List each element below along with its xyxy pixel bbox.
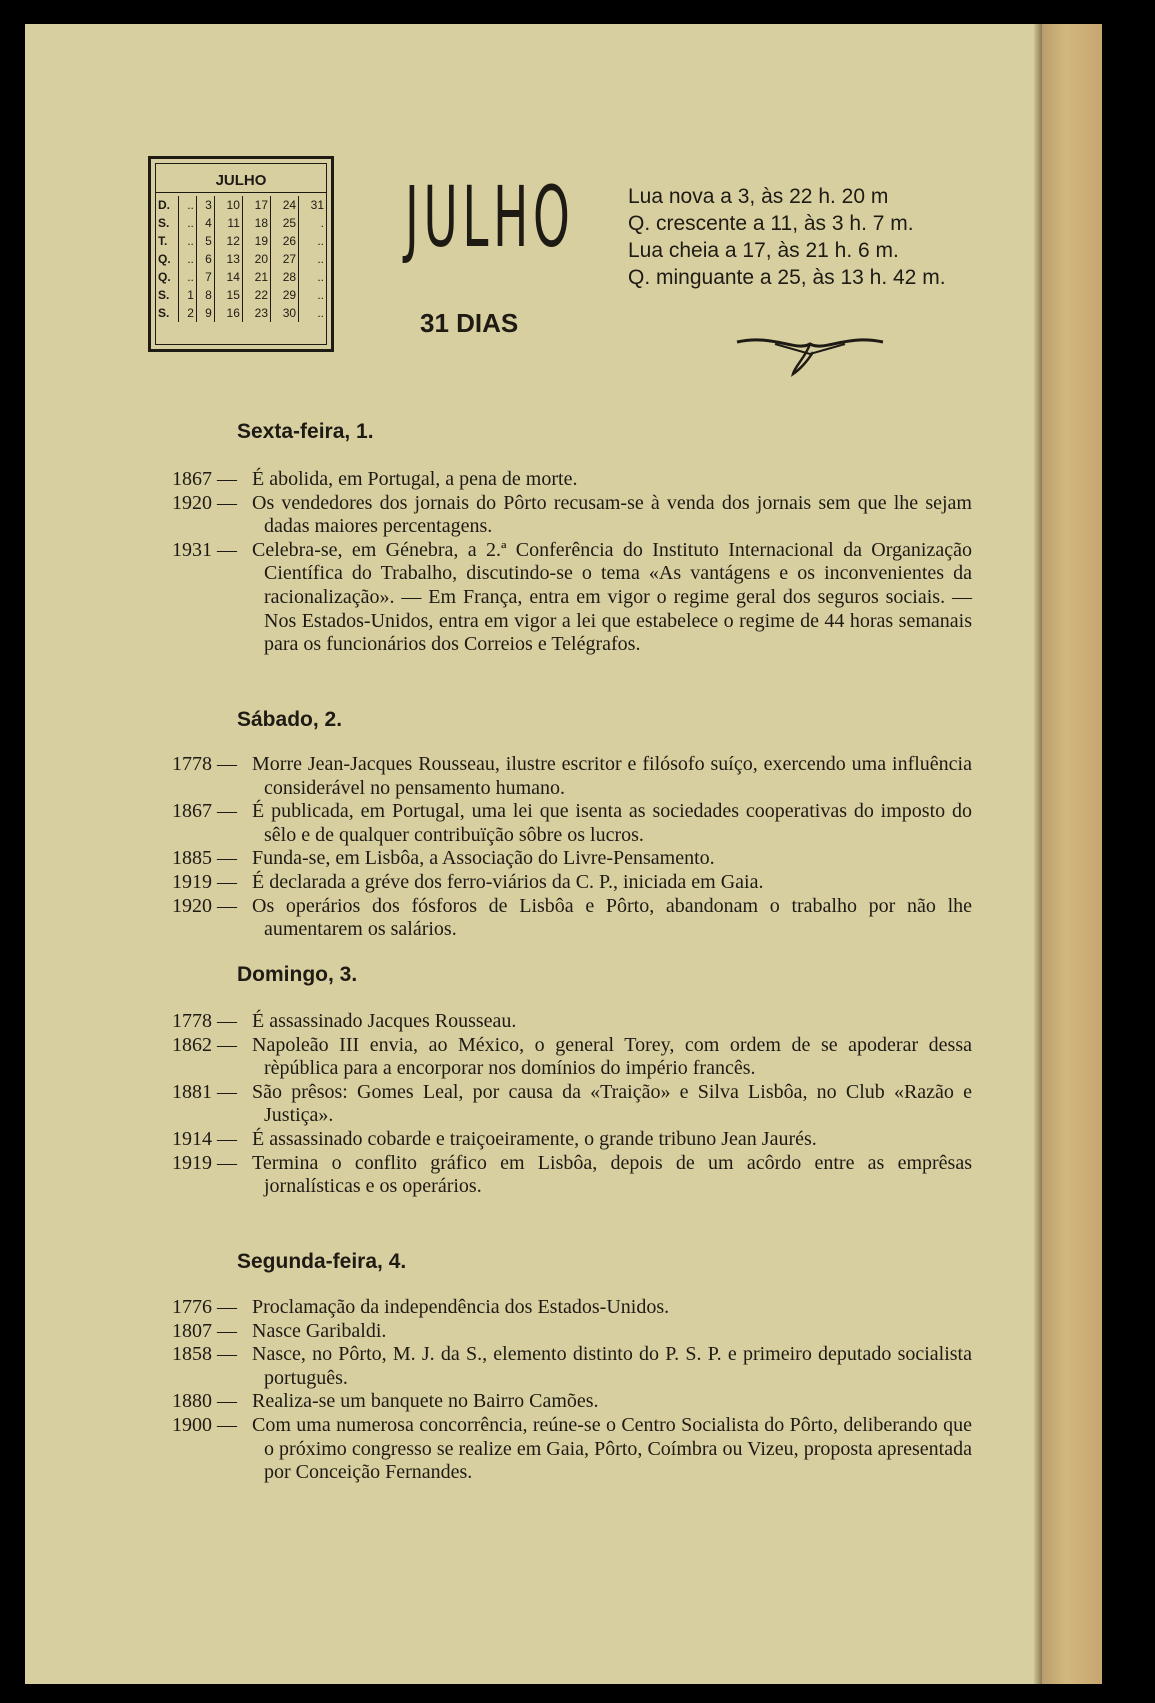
mini-calendar (148, 156, 334, 352)
calendar-day-cell: 23 (242, 304, 270, 322)
event-text: É assassinado cobarde e traiçoeiramente, o grande tribuno Jean Jaurés. (252, 1127, 817, 1150)
event-year: 1880 — (172, 1390, 237, 1413)
event-row (172, 1128, 972, 1152)
event-year: 1920 — (172, 491, 237, 514)
event-row (172, 1414, 972, 1485)
page-edge (1042, 24, 1102, 1684)
event-row (172, 871, 972, 895)
mini-calendar-grid (156, 196, 326, 322)
event-text: Morre Jean-Jacques Rousseau, ilustre escritor e filósofo suíço, exercendo uma influência considerável no pensamento humano. (252, 753, 972, 799)
mini-calendar-row (156, 304, 326, 322)
flourish-ornament-icon (735, 330, 885, 380)
event-year: 1919 — (172, 870, 237, 893)
event-year: 1807 — (172, 1319, 237, 1342)
weekday-label: S. (158, 216, 170, 230)
moon-phase-full: Lua cheia a 17, às 21 h. 6 m. (628, 239, 899, 262)
weekday-label: D. (158, 198, 170, 212)
calendar-day-cell: 4 (196, 214, 214, 232)
calendar-day-cell: .. (179, 196, 197, 214)
mini-calendar-row (156, 196, 326, 214)
mini-calendar-title: JULHO (156, 164, 326, 193)
calendar-day-cell: 6 (196, 250, 214, 268)
day-events-3 (172, 1010, 972, 1199)
calendar-day-cell: .. (299, 268, 326, 286)
event-text: Nasce Garibaldi. (252, 1319, 387, 1342)
calendar-day-cell: 17 (242, 196, 270, 214)
day-heading-1: Sexta-feira, 1. (237, 420, 374, 443)
calendar-day-cell: 8 (196, 286, 214, 304)
page-gutter (1034, 24, 1042, 1684)
moon-phase-first-quarter: Q. crescente a 11, às 3 h. 7 m. (628, 212, 914, 235)
event-row (172, 468, 972, 492)
event-row (172, 847, 972, 871)
weekday-label: S. (158, 288, 170, 302)
weekday-label: Q. (158, 252, 171, 266)
calendar-day-cell: .. (299, 304, 326, 322)
event-text: São prêsos: Gomes Leal, por causa da «Traição» e Silva Lisbôa, no Club «Razão e Justiça». (252, 1080, 972, 1127)
calendar-day-cell: .. (299, 250, 326, 268)
moon-phase-last-quarter: Q. minguante a 25, às 13 h. 42 m. (628, 266, 946, 289)
event-text: Celebra-se, em Génebra, a 2.ª Conferência do Instituto Internacional da Organização Científica do Trabalho, discutindo-se o tema «As vantágens e os inconvenientes da racionalização». — Em França, entra em vigor o regime geral dos seguros sociais. — Nos Estados-Unidos, entra em vigor a lei que estabelece o regime de 44 horas semanais para os funcionários dos Correios e Telégrafos. (252, 538, 972, 656)
calendar-day-cell: 26 (271, 232, 299, 250)
event-year: 1885 — (172, 847, 237, 870)
event-year: 1919 — (172, 1151, 237, 1174)
calendar-day-cell: 9 (196, 304, 214, 322)
calendar-day-cell: 1 (179, 286, 197, 304)
event-text: É assassinado Jacques Rousseau. (252, 1010, 517, 1032)
event-text: Proclamação da independência dos Estados-Unidos. (252, 1296, 670, 1318)
event-text: É declarada a gréve dos ferro-viários da C. P., iniciada em Gaia. (252, 870, 764, 893)
event-year: 1920 — (172, 894, 237, 917)
calendar-day-cell: 27 (271, 250, 299, 268)
calendar-day-cell: 30 (271, 304, 299, 322)
event-year: 1931 — (172, 538, 237, 561)
calendar-day-cell: 14 (214, 268, 242, 286)
calendar-day-cell: 2 (179, 304, 197, 322)
calendar-day-cell: .. (179, 232, 197, 250)
calendar-day-cell: 21 (242, 268, 270, 286)
calendar-day-cell: 16 (214, 304, 242, 322)
calendar-day-cell: 12 (214, 232, 242, 250)
event-row (172, 1034, 972, 1081)
mini-calendar-row (156, 286, 326, 304)
calendar-day-cell: 10 (214, 196, 242, 214)
event-row (172, 492, 972, 539)
day-events-2 (172, 753, 972, 942)
event-text: Termina o conflito gráfico em Lisbôa, depois de um acôrdo entre as emprêsas jornalísticas e os operários. (252, 1151, 972, 1198)
calendar-day-cell: 19 (242, 232, 270, 250)
event-row (172, 1152, 972, 1199)
event-text: Os vendedores dos jornais do Pôrto recusam-se à venda dos jornais sem que lhe sejam dadas maiores percentagens. (252, 491, 972, 538)
calendar-day-cell: 31 (299, 196, 326, 214)
event-row (172, 1296, 972, 1320)
calendar-day-cell: .. (179, 268, 197, 286)
event-year: 1867 — (172, 800, 237, 823)
calendar-day-cell: 3 (196, 196, 214, 214)
weekday-label: T. (158, 234, 168, 248)
event-year: 1867 — (172, 468, 237, 490)
day-heading-4: Segunda-feira, 4. (237, 1250, 407, 1273)
mini-calendar-row (156, 232, 326, 250)
event-row (172, 539, 972, 657)
calendar-day-cell: 13 (214, 250, 242, 268)
calendar-day-cell: 28 (271, 268, 299, 286)
mini-calendar-row (156, 268, 326, 286)
event-text: É publicada, em Portugal, uma lei que isenta as sociedades cooperativas do imposto do sêlo e de qualquer contribuïção sôbre os lucros. (252, 800, 972, 846)
month-title: JULHO (405, 169, 575, 267)
calendar-day-cell: 7 (196, 268, 214, 286)
calendar-day-cell: 25 (271, 214, 299, 232)
mini-calendar-row (156, 214, 326, 232)
event-row (172, 1390, 972, 1414)
mini-calendar-row (156, 250, 326, 268)
event-year: 1914 — (172, 1127, 237, 1150)
event-row (172, 800, 972, 847)
calendar-day-cell: 18 (242, 214, 270, 232)
day-heading-3: Domingo, 3. (237, 963, 358, 986)
event-year: 1881 — (172, 1080, 237, 1103)
event-year: 1900 — (172, 1413, 237, 1436)
calendar-day-cell: .. (299, 286, 326, 304)
weekday-label: S. (158, 306, 170, 320)
day-heading-2: Sábado, 2. (237, 708, 343, 731)
event-row (172, 895, 972, 942)
event-text: Com uma numerosa concorrência, reúne-se o Centro Socialista do Pôrto, deliberando que o próximo congresso se realize em Gaia, Pôrto, Coímbra ou Vizeu, proposta apresentada por Conceição Fernandes. (252, 1413, 972, 1484)
calendar-day-cell: 24 (271, 196, 299, 214)
event-text: É abolida, em Portugal, a pena de morte. (252, 468, 578, 490)
calendar-day-cell: 11 (214, 214, 242, 232)
day-events-4 (172, 1296, 972, 1485)
event-year: 1858 — (172, 1343, 237, 1366)
event-text: Os operários dos fósforos de Lisbôa e Pôrto, abandonam o trabalho por não lhe aumentarem os salários. (252, 894, 972, 941)
calendar-day-cell: 15 (214, 286, 242, 304)
event-row (172, 1010, 972, 1034)
event-year: 1778 — (172, 1010, 237, 1032)
event-text: Napoleão III envia, ao México, o general Torey, com ordem de se apoderar dessa rèpública para a encorporar nos domínios do império francês. (252, 1033, 972, 1080)
event-text: Funda-se, em Lisbôa, a Associação do Livre-Pensamento. (252, 847, 715, 870)
calendar-day-cell: . (299, 214, 326, 232)
moon-phase-new: Lua nova a 3, às 22 h. 20 m (628, 185, 889, 208)
event-row (172, 1081, 972, 1128)
moon-phases (628, 183, 946, 291)
day-events-1 (172, 468, 972, 657)
calendar-day-cell: .. (179, 214, 197, 232)
weekday-label: Q. (158, 270, 171, 284)
event-year: 1862 — (172, 1033, 237, 1056)
calendar-day-cell: 22 (242, 286, 270, 304)
event-year: 1776 — (172, 1296, 237, 1318)
event-text: Realiza-se um banquete no Bairro Camões. (252, 1390, 599, 1413)
calendar-day-cell: .. (179, 250, 197, 268)
days-count: 31 DIAS (420, 308, 519, 338)
event-row (172, 1343, 972, 1390)
event-text: Nasce, no Pôrto, M. J. da S., elemento distinto do P. S. P. e primeiro deputado socialista português. (252, 1343, 972, 1389)
event-row (172, 1320, 972, 1344)
calendar-day-cell: .. (299, 232, 326, 250)
calendar-day-cell: 29 (271, 286, 299, 304)
calendar-day-cell: 5 (196, 232, 214, 250)
calendar-day-cell: 20 (242, 250, 270, 268)
event-row (172, 753, 972, 800)
event-year: 1778 — (172, 753, 237, 775)
